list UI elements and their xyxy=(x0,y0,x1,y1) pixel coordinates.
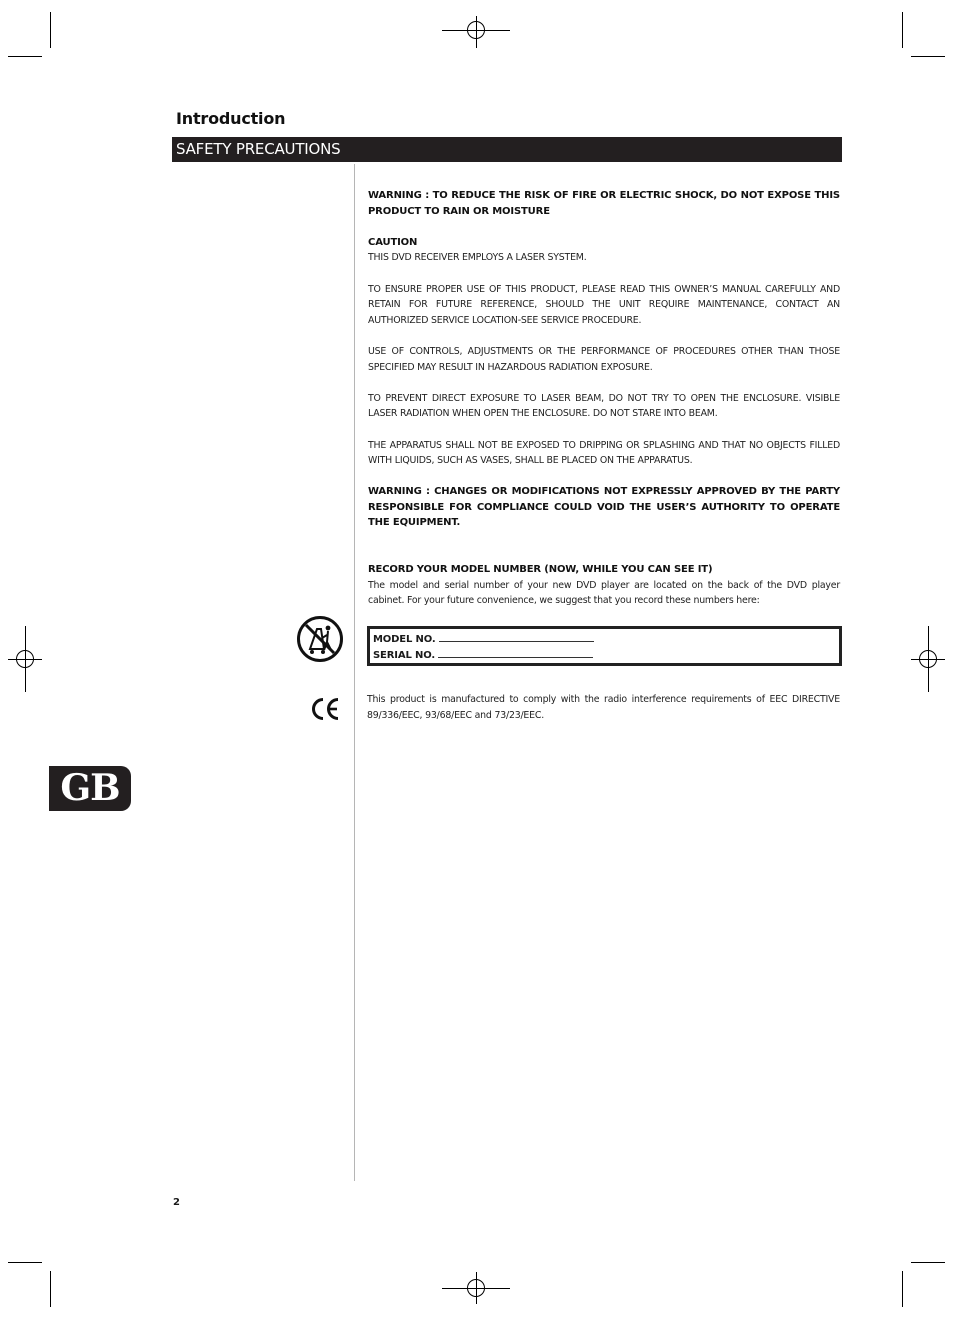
registration-mark xyxy=(467,21,485,39)
controls-paragraph: USE OF CONTROLS, ADJUSTMENTS OR THE PERFORMANCE OF PROCEDURES OTHER THAN THOSE SPECIFIED MAY RESULT IN HAZARDOUS RADIATION EXPOSURE. xyxy=(368,345,840,373)
warning-modifications: WARNING : CHANGES OR MODIFICATIONS NOT EXPRESSLY APPROVED BY THE PARTY RESPONSIBLE FOR COMPLIANCE COULD VOID THE USER’S AUTHORITY TO OPERATE THE EQUIPMENT. xyxy=(368,486,840,529)
laser-paragraph: TO PREVENT DIRECT EXPOSURE TO LASER BEAM, DO NOT TRY TO OPEN THE ENCLOSURE. VISIBLE LASER RADIATION WHEN OPEN THE ENCLOSURE. DO NOT STARE INTO BEAM. xyxy=(368,392,840,420)
registration-mark xyxy=(16,650,34,668)
crop-mark xyxy=(911,1262,945,1263)
safety-text-column xyxy=(368,188,840,609)
ce-mark-icon xyxy=(309,696,341,722)
record-heading: RECORD YOUR MODEL NUMBER (NOW, WHILE YOU CAN SEE IT) xyxy=(368,564,713,576)
model-number-label: MODEL NO. xyxy=(373,634,436,645)
manual-paragraph: TO ENSURE PROPER USE OF THIS PRODUCT, PLEASE READ THIS OWNER’S MANUAL CAREFULLY AND RETAIN FOR FUTURE REFERENCE, SHOULD THE UNIT REQUIRE MAINTENANCE, CONTACT AN AUTHORIZED SERVICE LOCATION-SEE SERVICE PROCEDURE. xyxy=(368,283,840,326)
crop-mark xyxy=(8,1262,42,1263)
serial-number-label: SERIAL NO. xyxy=(373,650,435,661)
page-number: 2 xyxy=(173,1197,180,1208)
page-title-bar: SAFETY PRECAUTIONS xyxy=(172,137,842,162)
column-divider xyxy=(354,164,355,1181)
serial-number-line xyxy=(438,648,593,658)
section-title: Introduction xyxy=(176,109,286,128)
serial-number-row xyxy=(373,648,839,664)
caution-heading: CAUTION xyxy=(368,236,418,248)
registration-mark xyxy=(919,650,937,668)
dripping-paragraph: THE APPARATUS SHALL NOT BE EXPOSED TO DRIPPING OR SPLASHING AND THAT NO OBJECTS FILLED WITH LIQUIDS, SUCH AS VASES, SHALL BE PLACED ON THE APPARATUS. xyxy=(368,439,840,467)
crop-mark xyxy=(50,12,51,48)
model-number-line xyxy=(439,632,594,642)
language-badge: GB xyxy=(49,766,131,811)
emc-compliance-text: This product is manufactured to comply with the radio interference requirements of EEC DIRECTIVE 89/336/EEC, 93/68/EEC and 73/23/EEC. xyxy=(367,694,840,721)
crop-mark xyxy=(50,1271,51,1307)
model-serial-box xyxy=(367,626,842,666)
record-text: The model and serial number of your new DVD player are located on the back of the DVD player cabinet. For your future convenience, we suggest that you record these numbers here: xyxy=(368,579,840,607)
crop-mark xyxy=(8,56,42,57)
crop-mark xyxy=(902,12,903,48)
crop-mark xyxy=(911,56,945,57)
registration-mark xyxy=(467,1279,485,1297)
caution-text: THIS DVD RECEIVER EMPLOYS A LASER SYSTEM. xyxy=(368,252,587,264)
warning-moisture: WARNING : TO REDUCE THE RISK OF FIRE OR ELECTRIC SHOCK, DO NOT EXPOSE THIS PRODUCT TO RAIN OR MOISTURE xyxy=(368,190,840,217)
crop-mark xyxy=(902,1271,903,1307)
cart-tip-over-warning-icon xyxy=(297,616,343,662)
model-number-row xyxy=(373,632,839,648)
